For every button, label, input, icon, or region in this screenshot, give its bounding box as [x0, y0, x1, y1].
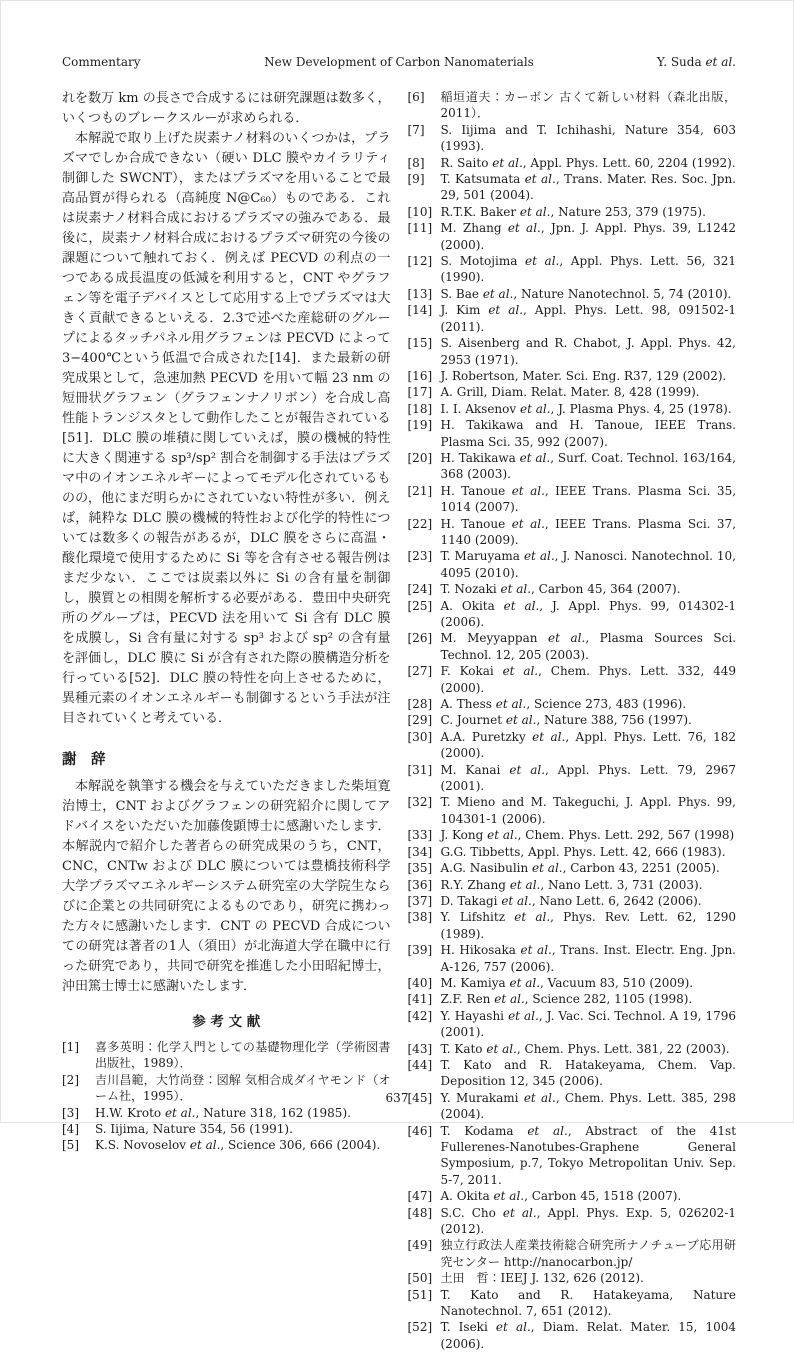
header-authors [566, 55, 736, 69]
reference-number: [32] [407, 795, 433, 810]
reference-number: [24] [407, 582, 433, 597]
reference-text: S. Iijima and T. Ichihashi, Nature 354, 603 (1993). [440, 122, 736, 154]
reference-text: T. Kato and R. Hatakeyama, Nature Nanotechnol. 7, 651 (2012). [440, 1287, 736, 1319]
reference-item [408, 1319, 737, 1352]
reference-number: [48] [407, 1205, 433, 1220]
reference-item [408, 417, 737, 450]
reference-text: K.S. Novoselov et al., Science 306, 666 (2004). [95, 1138, 381, 1153]
reference-number: [13] [407, 286, 433, 301]
reference-number: [8] [407, 155, 425, 170]
reference-text: M. Zhang et al., Jpn. J. Appl. Phys. 39, L1242 (2000). [440, 221, 736, 252]
reference-number: [7] [407, 122, 425, 137]
reference-item [408, 581, 737, 597]
reference-item [408, 220, 737, 253]
reference-number: [41] [407, 992, 433, 1007]
reference-text: S. Iijima, Nature 354, 56 (1991). [95, 1122, 293, 1137]
reference-text: S.C. Cho et al., Appl. Phys. Exp. 5, 026202-1 (2012). [440, 1205, 737, 1237]
header-article-title: New Development of Carbon Nanomaterials [264, 55, 534, 69]
reference-number: [6] [407, 90, 425, 104]
reference-text: T. Katsumata et al., Trans. Mater. Res. Soc. Jpn. 29, 501 (2004). [440, 172, 736, 203]
reference-text: T. Mieno and M. Takeguchi, J. Appl. Phys. 99, 104301-1 (2006). [440, 795, 736, 826]
reference-number: [39] [407, 943, 433, 958]
reference-number: [45] [407, 1090, 433, 1105]
header-author-name: Y. Suda [656, 55, 702, 69]
reference-number: [51] [407, 1287, 433, 1302]
reference-text: H. Tanoue et al., IEEE Trans. Plasma Sci. 35, 1014 (2007). [440, 483, 737, 515]
reference-text: S. Motojima et al., Appl. Phys. Lett. 56, 321 (1990). [440, 254, 737, 285]
reference-item [408, 450, 737, 483]
reference-number: [40] [407, 975, 433, 990]
reference-text: S. Bae et al., Nature Nanotechnol. 5, 74 (2010). [440, 286, 732, 301]
acknowledgment-heading: 謝 辞 [62, 751, 106, 768]
reference-item [408, 991, 737, 1007]
reference-item [408, 516, 737, 549]
reference-item [408, 942, 737, 975]
reference-number: [33] [407, 828, 433, 843]
reference-number: [20] [407, 450, 433, 465]
reference-text: T. Iseki et al., Diam. Relat. Mater. 15, 1004 (2006). [440, 1320, 737, 1351]
reference-text: S. Aisenberg and R. Chabot, J. Appl. Phys. 42, 2953 (1971). [440, 336, 736, 367]
reference-item [408, 286, 737, 302]
reference-item [408, 368, 737, 384]
reference-item [408, 335, 737, 368]
reference-text: H. Hikosaka et al., Trans. Inst. Electr. Eng. Jpn. A-126, 757 (2006). [440, 943, 736, 974]
reference-text: F. Kokai et al., Chem. Phys. Lett. 332, 449 (2000). [440, 664, 736, 695]
reference-number: [23] [407, 549, 433, 564]
reference-item [62, 1121, 391, 1137]
reference-text: T. Kato and R. Hatakeyama, Chem. Vap. Deposition 12, 345 (2006). [440, 1057, 736, 1089]
two-column-body [62, 89, 736, 1352]
reference-item [408, 548, 737, 581]
reference-number: [28] [407, 697, 433, 712]
reference-item [408, 844, 737, 860]
reference-text: H. Takikawa and H. Tanoue, IEEE Trans. Plasma Sci. 35, 992 (2007). [440, 418, 736, 449]
reference-number: [26] [407, 631, 433, 646]
reference-item [408, 762, 737, 795]
reference-number: [29] [407, 713, 433, 728]
reference-number: [21] [407, 483, 433, 498]
reference-text: 喜多英明：化学入門としての基礎物理化学（学術図書出版社，1989）． [95, 1040, 391, 1071]
reference-number: [10] [407, 204, 433, 219]
acknowledgment-body: 本解説を執筆する機会を与えていただきました柴垣寛治博士，CNT およびグラフェンの研究紹介に関してアドバイスをいただいた加藤俊顕博士に感謝いたします．本解説内で紹介した著者らの研究成果のうち，CNT，CNC，CNTw および DLC 膜については豊橋技術科学大学プラズマエネルギーシステム研究室の大学院生ならびに企業との共同研究によるものであり，研究に携わった方々に感謝いたします．CNT の PECVD 合成についての研究は著者の1人（須田）が北海道大学在職中に行った研究であり，共同で研究を推進した小田昭紀博士，沖田篤士博士に感謝いたします． [62, 779, 391, 994]
page-footer [0, 1091, 794, 1105]
reference-text: J. Kim et al., Appl. Phys. Lett. 98, 091502-1 (2011). [440, 303, 737, 334]
body-paragraph-main: 本解説で取り上げた炭素ナノ材料のいくつかは，プラズマでしか合成できない（硬い DLC 膜やカイラリティ制御した SWCNT），またはプラズマを用いることで最高品質が得られる（高純度 N@C₆₀）ものである．これは炭素ナノ材料合成におけるプラズマの強みである．最後に，炭素ナノ材料合成におけるプラズマ研究の今後の課題について触れておく．例えば PECVD の利点の一つである成長温度の低減を利用すると，CNT やグラフェン等を電子デバイスとして応用する上でプラズマは大きく貢献できるといえる．2.3で述べた産総研のグループによるタッチパネル用グラフェンは PECVD によって3−400℃という低温で合成された[14]．また最新の研究成果として，急速加熱 PECVD を用いて幅 23 nm の短冊状グラフェン（グラフェンナノリボン）を合成し高性能トランジスタとして動作したことが報告されている[51]．DLC 膜の堆積に関していえば，膜の機械的特性に大きく関連する sp³/sp² 割合を制御する手法はプラズマ中のイオンエネルギーによってモデル化されているものの，他にまだ明らかにされていない特性が多い．例えば，純粋な DLC 膜の機械的特性および化学的特性については数多くの報告があるが，DLC 膜をさらに高温・酸化環境で使用するために Si 等を含有させる報告例はまだ少ない．ここでは炭素以外に Si の含有量を制御し，膜質との相関を解析する必要がある．豊田中央研究所のグループは，PECVD 法を用いて Si 含有 DLC 膜を成膜し，Si 含有量に対する sp³ および sp² の含有量を評価し，DLC 膜に Si が含有された際の膜構造分析を行っている[52]．DLC 膜の特性を向上させるために，異種元素のイオンエネルギーも制御するという手法が注目されていくと考えている． [62, 131, 391, 726]
reference-number: [46] [407, 1123, 433, 1138]
reference-number: [47] [407, 1189, 433, 1204]
reference-number: [14] [407, 303, 433, 318]
references-heading: 参 考 文 献 [192, 1014, 261, 1030]
reference-number: [35] [407, 861, 433, 876]
header-etal: et al. [705, 55, 736, 69]
reference-number: [3] [62, 1105, 79, 1120]
reference-text: A. Okita et al., Carbon 45, 1518 (2007). [440, 1189, 682, 1204]
reference-item [408, 827, 737, 843]
reference-number: [31] [407, 762, 433, 777]
reference-text: A.G. Nasibulin et al., Carbon 43, 2251 (2005). [440, 861, 720, 876]
reference-item [408, 253, 737, 286]
running-head [62, 55, 736, 69]
reference-text: 稲垣道夫：カーボン 古くて新しい材料（森北出版，2011）． [440, 90, 736, 121]
reference-number: [12] [407, 254, 433, 269]
reference-text: M. Kamiya et al., Vacuum 83, 510 (2009). [440, 975, 694, 990]
reference-text: A.A. Puretzky et al., Appl. Phys. Lett. 76, 182 (2000). [440, 729, 736, 761]
reference-item [408, 1123, 737, 1189]
reference-number: [17] [407, 385, 433, 400]
reference-text: Z.F. Ren et al., Science 282, 1105 (1998). [440, 992, 693, 1007]
reference-number: [1] [62, 1040, 79, 1054]
reference-number: [38] [407, 910, 433, 925]
reference-item [408, 630, 737, 663]
reference-item [408, 794, 737, 827]
reference-item [408, 729, 737, 762]
reference-number: [52] [407, 1320, 433, 1335]
reference-item [408, 909, 737, 942]
reference-number: [49] [407, 1238, 433, 1253]
reference-item [408, 204, 737, 220]
reference-item [408, 1270, 737, 1286]
reference-number: [42] [407, 1008, 433, 1023]
reference-text: A. Grill, Diam. Relat. Mater. 8, 428 (1999). [440, 385, 700, 400]
reference-text: H.W. Kroto et al., Nature 318, 162 (1985). [95, 1105, 351, 1120]
reference-item [408, 1041, 737, 1057]
reference-list-right [408, 89, 737, 1352]
reference-item [62, 1039, 391, 1072]
page-number: 637 [385, 1091, 409, 1105]
reference-text: Y. Lifshitz et al., Phys. Rev. Lett. 62, 1290 (1989). [440, 910, 736, 941]
reference-text: J. Kong et al., Chem. Phys. Lett. 292, 567 (1998) [440, 828, 735, 843]
reference-number: [22] [407, 516, 433, 531]
right-column [408, 89, 737, 1352]
reference-item [408, 401, 737, 417]
reference-item [408, 384, 737, 400]
reference-number: [25] [407, 598, 433, 613]
reference-text: Y. Murakami et al., Chem. Phys. Lett. 385, 298 (2004). [440, 1090, 736, 1122]
reference-item [408, 975, 737, 991]
reference-text: A. Thess et al., Science 273, 483 (1996). [440, 697, 687, 712]
header-section-label: Commentary [62, 55, 141, 69]
reference-item [408, 877, 737, 893]
reference-number: [27] [407, 664, 433, 679]
left-column [62, 89, 391, 1352]
body-paragraph-continuation: れを数万 km の長さで合成するには研究課題は数多く，いくつものブレークスルーが求められる． [62, 91, 391, 126]
reference-text: H. Tanoue et al., IEEE Trans. Plasma Sci. 37, 1140 (2009). [440, 516, 737, 547]
reference-text: 独立行政法人産業技術総合研究所ナノチューブ応用研究センター http://nanocarbon.jp/ [440, 1238, 736, 1269]
reference-text: R. Saito et al., Appl. Phys. Lett. 60, 2204 (1992). [440, 155, 736, 170]
reference-text: C. Journet et al., Nature 388, 756 (1997). [440, 713, 692, 728]
reference-text: A. Okita et al., J. Appl. Phys. 99, 014302-1 (2006). [440, 598, 736, 629]
reference-item [408, 302, 737, 335]
reference-text: M. Kanai et al., Appl. Phys. Lett. 79, 2967 (2001). [440, 762, 736, 794]
reference-number: [18] [407, 401, 433, 416]
reference-text: 吉川昌範，大竹尚登：図解 気相合成ダイヤモンド（オーム社，1995）． [95, 1072, 391, 1104]
reference-item [408, 89, 737, 122]
reference-item [62, 1137, 391, 1153]
reference-number: [9] [407, 172, 425, 187]
reference-number: [37] [407, 893, 433, 908]
reference-number: [36] [407, 877, 433, 892]
reference-number: [5] [62, 1138, 79, 1153]
reference-item [408, 696, 737, 712]
reference-item [408, 712, 737, 728]
reference-number: [2] [62, 1072, 79, 1087]
reference-item [408, 1057, 737, 1090]
reference-number: [50] [407, 1271, 433, 1286]
reference-text: 土田 哲：IEEJ J. 132, 626 (2012). [440, 1271, 644, 1286]
reference-number: [16] [407, 368, 433, 383]
reference-text: T. Maruyama et al., J. Nanosci. Nanotechnol. 10, 4095 (2010). [440, 549, 736, 580]
reference-item [408, 171, 737, 204]
reference-number: [11] [407, 221, 433, 236]
reference-item [408, 1188, 737, 1204]
reference-text: G.G. Tibbetts, Appl. Phys. Lett. 42, 666 (1983). [440, 844, 726, 859]
reference-item [408, 860, 737, 876]
reference-number: [34] [407, 844, 433, 859]
reference-number: [30] [407, 729, 433, 744]
reference-text: H. Takikawa et al., Surf. Coat. Technol. 163/164, 368 (2003). [440, 450, 736, 482]
reference-number: [44] [407, 1057, 433, 1072]
reference-item [408, 483, 737, 516]
reference-number: [4] [62, 1122, 79, 1137]
reference-item [408, 1287, 737, 1320]
reference-text: M. Meyyappan et al., Plasma Sources Sci. Technol. 12, 205 (2003). [440, 631, 737, 662]
reference-number: [43] [407, 1041, 433, 1056]
reference-text: R.Y. Zhang et al., Nano Lett. 3, 731 (2003). [440, 877, 703, 892]
reference-number: [19] [407, 418, 433, 433]
reference-text: D. Takagi et al., Nano Lett. 6, 2642 (2006). [440, 893, 702, 908]
reference-text: Y. Hayashi et al., J. Vac. Sci. Technol. A 19, 1796 (2001). [440, 1008, 737, 1040]
reference-text: T. Kodama et al., Abstract of the 41st Fullerenes-Nanotubes-Graphene General Symposium, p.7, Tokyo Metropolitan Univ. Sep. 5-7, 2011. [440, 1123, 737, 1187]
reference-text: R.T.K. Baker et al., Nature 253, 379 (1975). [440, 204, 706, 219]
reference-item [408, 598, 737, 631]
reference-text: I. I. Aksenov et al., J. Plasma Phys. 4, 25 (1978). [440, 401, 732, 416]
reference-item [408, 1205, 737, 1238]
reference-text: T. Kato et al., Chem. Phys. Lett. 381, 22 (2003). [440, 1041, 730, 1056]
reference-text: J. Robertson, Mater. Sci. Eng. R37, 129 (2002). [440, 368, 727, 383]
reference-item [408, 122, 737, 155]
reference-item [408, 1237, 737, 1270]
reference-number: [15] [407, 336, 433, 351]
reference-item [408, 893, 737, 909]
reference-item [408, 155, 737, 171]
reference-item [408, 663, 737, 696]
reference-text: T. Nozaki et al., Carbon 45, 364 (2007). [440, 582, 681, 597]
reference-item [62, 1105, 391, 1121]
reference-item [408, 1008, 737, 1041]
